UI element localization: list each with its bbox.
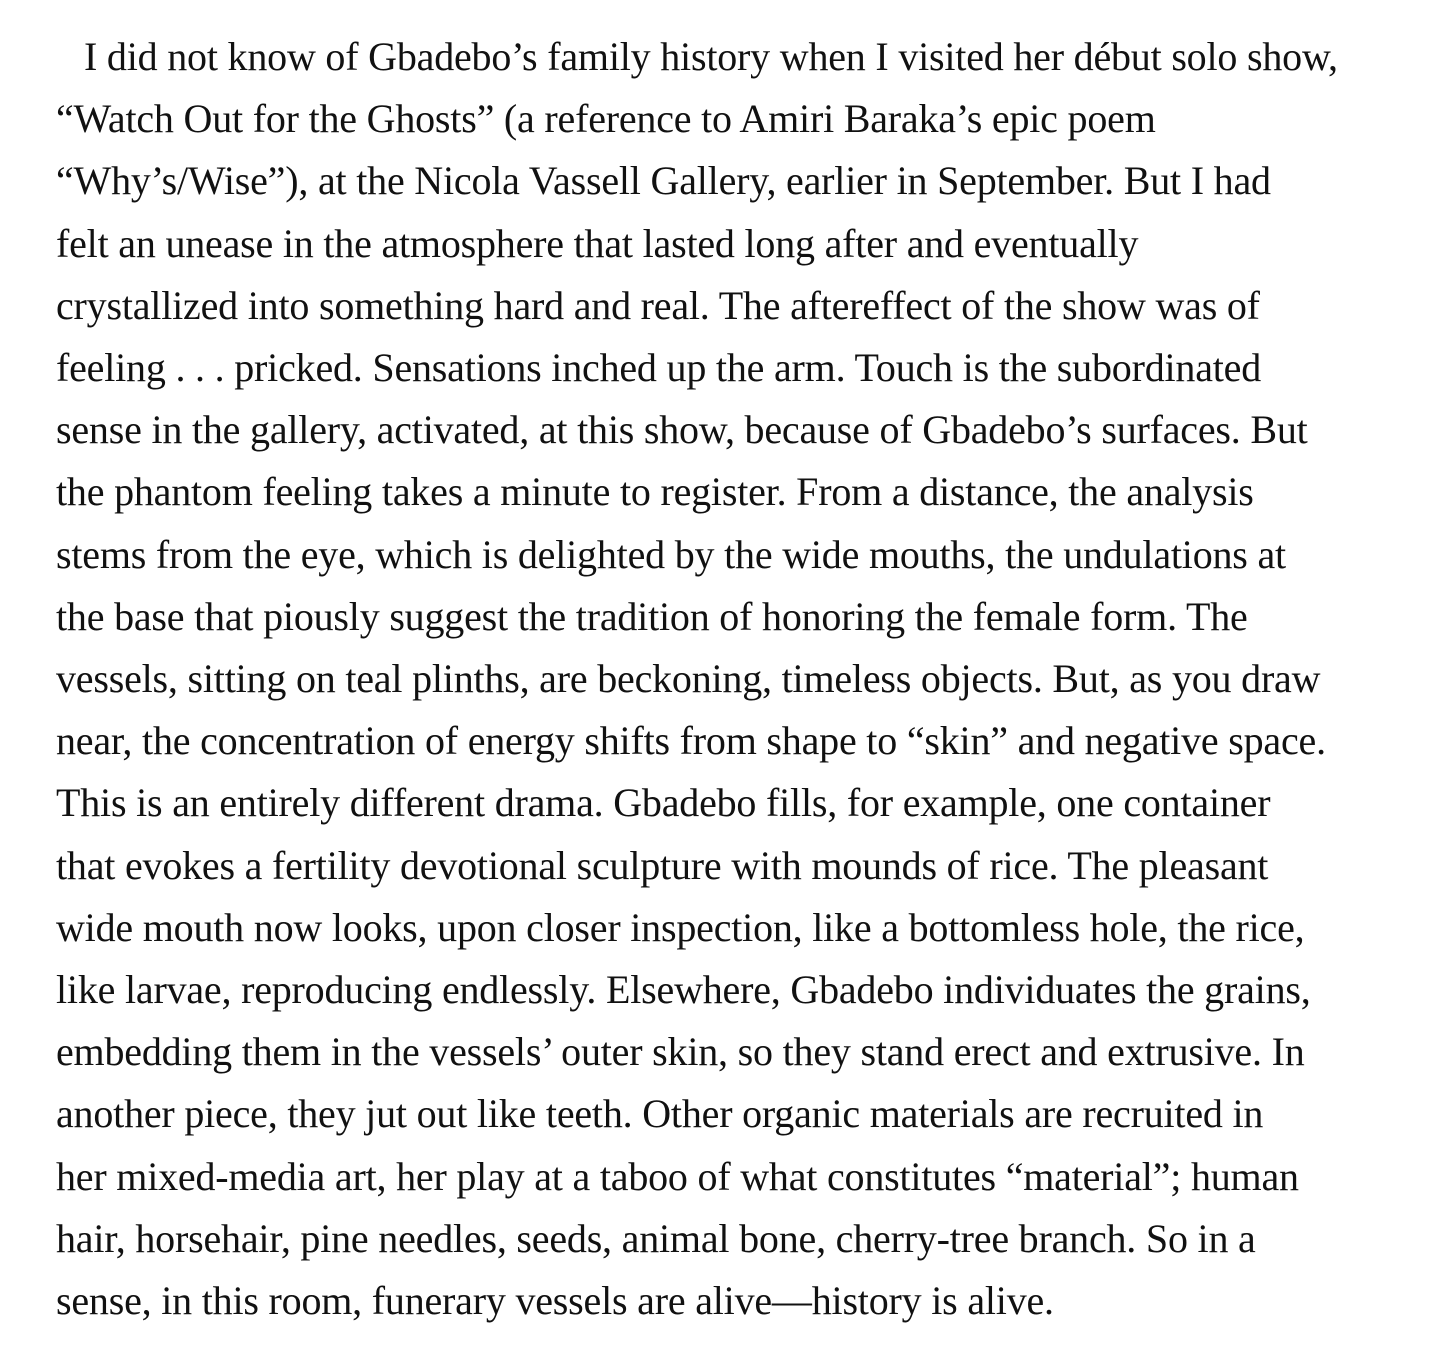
- paragraph-line: near, the concentration of energy shifts from shape to “skin” and negative space.: [56, 718, 1326, 764]
- paragraph-line: the base that piously suggest the tradition of honoring the female form. The: [56, 593, 1248, 639]
- paragraph-line: hair, horsehair, pine needles, seeds, animal bone, cherry-tree branch. So in a: [56, 1215, 1256, 1261]
- paragraph-line: vessels, sitting on teal plinths, are beckoning, timeless objects. But, as you draw: [56, 656, 1321, 702]
- paragraph-line: the phantom feeling takes a minute to register. From a distance, the analysis: [56, 469, 1254, 515]
- paragraph-line: stems from the eye, which is delighted by the wide mouths, the undulations at: [56, 531, 1286, 577]
- paragraph-line: “Why’s/Wise”), at the Nicola Vassell Gallery, earlier in September. But I had: [56, 158, 1271, 204]
- article-paragraph: [56, 26, 1396, 1332]
- paragraph-line: crystallized into something hard and real. The aftereffect of the show was of: [56, 282, 1260, 328]
- paragraph-line: sense, in this room, funerary vessels are alive—history is alive.: [56, 1278, 1054, 1324]
- paragraph-line: her mixed-media art, her play at a taboo of what constitutes “material”; human: [56, 1153, 1299, 1199]
- paragraph-line: sense in the gallery, activated, at this show, because of Gbadebo’s surfaces. But: [56, 407, 1308, 453]
- paragraph-line: embedding them in the vessels’ outer skin, so they stand erect and extrusive. In: [56, 1029, 1305, 1075]
- paragraph-line: wide mouth now looks, upon closer inspection, like a bottomless hole, the rice,: [56, 904, 1305, 950]
- paragraph-line: feeling . . . pricked. Sensations inched up the arm. Touch is the subordinated: [56, 345, 1262, 391]
- paragraph-line: This is an entirely different drama. Gbadebo fills, for example, one container: [56, 780, 1271, 826]
- paragraph-line: like larvae, reproducing endlessly. Elsewhere, Gbadebo individuates the grains,: [56, 967, 1311, 1013]
- paragraph-line: “Watch Out for the Ghosts” (a reference to Amiri Baraka’s epic poem: [56, 96, 1156, 142]
- paragraph-line: another piece, they jut out like teeth. Other organic materials are recruited in: [56, 1091, 1264, 1137]
- paragraph-line: felt an unease in the atmosphere that lasted long after and eventually: [56, 220, 1139, 266]
- paragraph-line: I did not know of Gbadebo’s family history when I visited her début solo show,: [84, 34, 1338, 79]
- paragraph-line: that evokes a fertility devotional sculpture with mounds of rice. The pleasant: [56, 842, 1269, 888]
